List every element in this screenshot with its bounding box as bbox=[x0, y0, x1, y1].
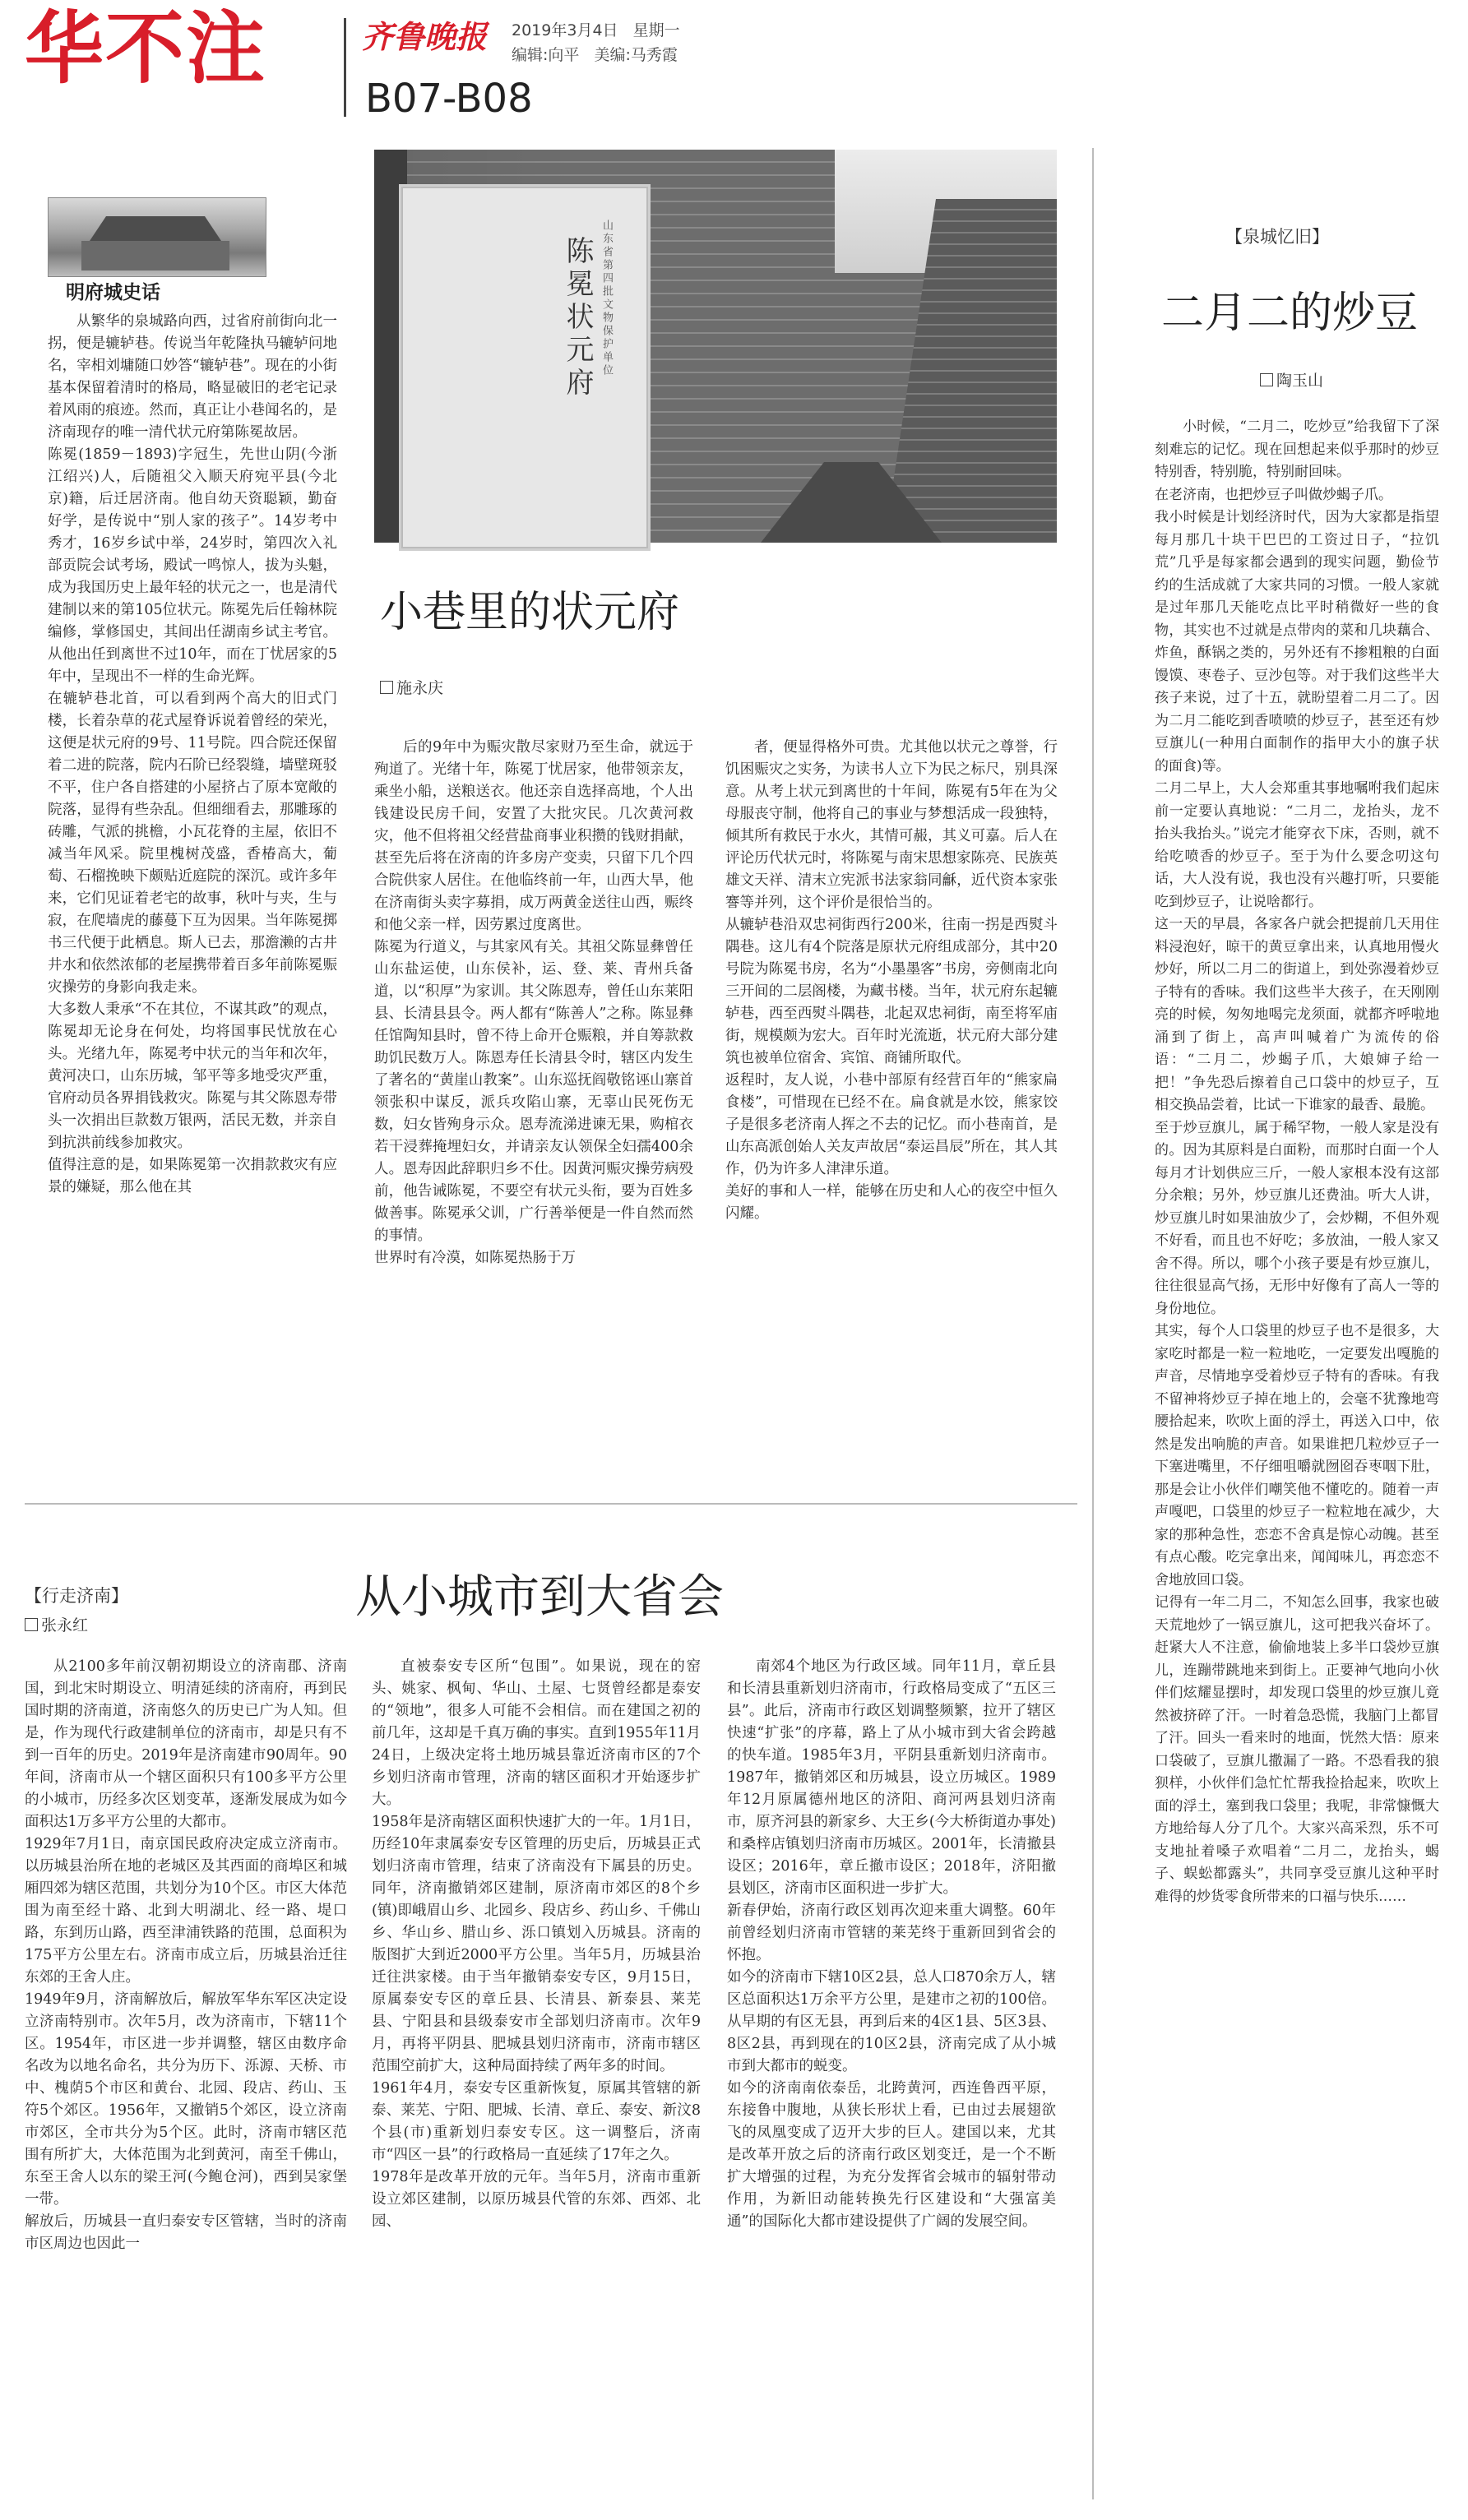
author-shengcheng: 张永红 bbox=[41, 1616, 89, 1635]
column-tag-xingzou: 【行走济南】 bbox=[25, 1586, 128, 1606]
editor-text: 编辑:向平 bbox=[512, 46, 580, 64]
old-house-wall bbox=[81, 241, 229, 270]
author-chaodou: 陶玉山 bbox=[1276, 372, 1324, 390]
page-numbers: B07-B08 bbox=[365, 76, 533, 122]
section-title: 华不注 bbox=[25, 2, 266, 95]
article-title-zhuangyuan: 小巷里的状元府 bbox=[380, 588, 680, 637]
byline-chaodou bbox=[1260, 368, 1323, 391]
byline-shengcheng bbox=[25, 1613, 88, 1635]
byline-box-icon bbox=[380, 681, 393, 694]
shengcheng-col2: 直被泰安专区所“包围”。如果说，现在的窑头、姚家、枫甸、华山、土屋、七贤曾经都是泰安的“领地”，很多人可能不会相信。而在建国之初的前几年，这却是千真万确的事实。直到1955年11月24日，上级决定将土地历城县靠近济南市区的7个乡划归济南市管理，济南的辖区面积才开始逐步扩大。 1958年是济南辖区面积快速扩大的一年。1月1日，历经10年隶属泰安专区管理的历史后，历城县正式划归济南市管理，结束了济南没有下属县的历史。同年，济南撤销郊区建制，原济南市郊区的8个乡(镇)即峨眉山乡、北园乡、段店乡、药山乡、千佛山乡、华山乡、腊山乡、泺口镇划入历城县。济南的版图扩大到近2000平方公里。当年5月，历城县治迁往洪家楼。由于当年撤销泰安专区，9月15日，原属泰安专区的章丘县、长清县、新泰县、莱芜县、宁阳县和县级泰安市全部划归济南市。次年9月，再将平阴县、肥城县划归济南市，济南市辖区范围空前扩大，这种局面持续了两年多的时间。 1961年4月，泰安专区重新恢复，原属其管辖的新泰、莱芜、宁阳、肥城、长清、章丘、泰安、新汶8个县(市)重新划归泰安专区。这一调整后，济南市“四区一县”的行政格局一直延续了17年之久。 1978年是改革开放的元年。当年5月，济南市重新设立郊区建制，以原历城县代管的东郊、西郊、北园、 bbox=[372, 1658, 701, 2230]
divider-horizontal-mid bbox=[25, 1503, 1077, 1505]
article-title-shengcheng: 从小城市到大省会 bbox=[355, 1570, 724, 1624]
plaque-title: 陈冕状元府 bbox=[561, 236, 594, 400]
byline-box-icon bbox=[25, 1618, 38, 1631]
masthead-divider bbox=[344, 18, 346, 117]
old-house-photo bbox=[48, 197, 266, 277]
alley-photo bbox=[374, 150, 1057, 543]
plaque-subtitle: 山东省第四批文物保护单位 bbox=[600, 220, 613, 377]
newspaper-name: 齐鲁晚报 bbox=[362, 18, 488, 55]
stone-plaque bbox=[399, 184, 651, 551]
byline-zhuangyuan bbox=[380, 676, 443, 698]
divider-vertical-right bbox=[1092, 148, 1094, 2499]
chaodou-text: 小时候，“二月二，吃炒豆”给我留下了深刻难忘的记忆。现在回想起来似乎那时的炒豆特别香，特别脆，特别耐回味。 在老济南，也把炒豆子叫做炒蝎子爪。 我小时候是计划经济时代，因为大家都是指望每月那几十块干巴巴的工资过日子，“拉饥荒”几乎是每家都会遇到的现实问题，勤俭节约的生活成就了大家共同的习惯。一般人家就是过年那几天能吃点比平时稍微好一些的食物，其实也不过就是点带肉的菜和几块藕合、炸鱼，酥锅之类的，另外还有不掺粗粮的白面馒馍、枣卷子、豆沙包等。对于我们这些半大孩子来说，过了十五，就盼望着二月二了。因为二月二能吃到香喷喷的炒豆子，甚至还有炒豆旗儿(一种用白面制作的指甲大小的旗子状的面食)等。 二月二早上，大人会郑重其事地嘱咐我们起床前一定要认真地说：“二月二，龙抬头，龙不抬头我抬头。”说完才能穿衣下床，否则，就不给吃喷香的炒豆子。至于为什么要念叨这句话，大人没有说，我也没有兴趣打听，只要能吃到炒豆子，让说啥都行。 这一天的早晨，各家各户就会把提前几天用住料浸泡好，晾干的黄豆拿出来，认真地用慢火炒好，所以二月二的街道上，到处弥漫着炒豆子特有的香味。我们这些半大孩子，在天刚刚亮的时候，匆匆地喝完龙须面，就都齐呼啦地涌到了街上，高声叫喊着广为流传的俗语：“二月二，炒蝎子爪，大娘婶子给一把！”争先恐后擦着自己口袋中的炒豆子，互相交换品尝着，比试一下谁家的最香、最脆。 至于炒豆旗儿，属于稀罕物，一般人家是没有的。因为其原料是白面粉，而那时白面一个人每月才计划供应三斤，一般人家根本没有这部分余粮；另外，炒豆旗儿还费油。听大人讲，炒豆旗儿时如果油放少了，会炒糊，不但外观不好看，而且也不好吃；多放油，一般人家又舍不得。所以，哪个小孩子要是有炒豆旗儿，往往很显高气扬，无形中好像有了高人一等的身份地位。 其实，每个人口袋里的炒豆子也不是很多，大家吃时都是一粒一粒地吃，一定要发出嘎脆的声音，尽情地享受着炒豆子特有的香味。有我不留神将炒豆子掉在地上的，会毫不犹豫地弯腰拾起来，吹吹上面的浮土，再送入口中，依然是发出响脆的声音。如果谁把几粒炒豆子一下塞进嘴里，不仔细咀嚼就囫囵吞枣咽下肚，那是会让小伙伴们嘲笑他不懂吃的。随着一声声嘎吧，口袋里的炒豆子一粒粒地在减少，大家的那种急性，恋恋不舍真是惊心动魄。甚至有点心酸。吃完拿出来，闻闻味儿，再恋恋不舍地放回口袋。 记得有一年二月二，不知怎么回事，我家也破天荒地炒了一锅豆旗儿，这可把我兴奋坏了。赶紧大人不注意，偷偷地装上多半口袋炒豆旗儿，连蹦带跳地来到街上。正要神气地向小伙伴们炫耀显摆时，却发现口袋里的炒豆旗儿竟然被挤碎了汗。一时着急恐慌，我脑门上都冒了汗。回头一看来时的地面，恍然大悟：原来口袋破了，豆旗儿撒漏了一路。不恐看我的狼狈样，小伙伴们急忙忙帮我捡拾起来，吹吹上面的浮土，塞到我口袋里；我呢，非常慷慨大方地给每人分了几个。大家兴高采烈，乐不可支地扯着嗓子欢唱着“二月二，龙抬头，蝎子、蜈蚣都露头”，共同享受豆旗儿这种平时难得的炒货零食所带来的口福与快乐…… bbox=[1155, 418, 1439, 1905]
zhuangyuan-col-mid: 后的9年中为赈灾散尽家财乃至生命，就远于殉道了。光绪十年，陈冕丁忧居家，他带领亲友，乘坐小船，送粮送衣。他还亲自选择高地，个人出钱建设民房千间，安置了大批灾民。几次黄河救灾，他不但将祖父经营盐商事业积攒的钱财捐献，甚至先后将在济南的许多房产变卖，只留下几个四合院供家人居住。在他临终前一年，山西大旱，他在济南街头卖字募捐，成万两黄金送往山西，赈终和他父亲一样，因劳累过度离世。 陈冕为行道义，与其家风有关。其祖父陈显彝曾任山东盐运使，山东侯补，运、登、莱、青州兵备道，以“积厚”为家训。其父陈恩寿，曾任山东莱阳县、长清县县令。两人都有“陈善人”之称。陈显彝任馆陶知县时，曾不待上命开仓赈粮，并自筹款救助饥民数万人。陈恩寿任长清县令时，辖区内发生了著名的“黄崖山教案”。山东巡抚阎敬铭诬山寨首领张积中谋反，派兵攻陷山寨，无辜山民死伤无数，妇女皆殉身示众。恩寿流涕进谏无果，购棺衣若干浸葬掩埋妇女，并请亲友认领保全妇孺400余人。恩寿因此辞职归乡不仕。因黄河赈灾操劳病殁前，他告诫陈冕，不要空有状元头衔，要为百姓多做善事。陈冕承父训，广行善举便是一件自然而然的事情。 世界时有冷漠，如陈冕热肠于万 bbox=[374, 739, 693, 1266]
credits bbox=[512, 43, 678, 65]
shengcheng-col3: 南郊4个地区为行政区域。同年11月，章丘县和长清县重新划归济南市，行政格局变成了“五区三县”。此后，济南市行政区划调整频繁，拉开了辖区快速“扩张”的序幕，路上了从小城市到大省会跨越的快车道。1985年3月，平阴县重新划归济南市。1987年，撤销郊区和历城县，设立历城区。1989年12月原属德州地区的济阳、商河两县划归济南市，原齐河县的新家乡、大王乡(今大桥街道办事处)和桑梓店镇划归济南市历城区。2001年，长清撤县设区；2016年，章丘撤市设区；2018年，济阳撤县划区，济南市区面积进一步扩大。 新春伊始，济南行政区划再次迎来重大调整。60年前曾经划归济南市管辖的莱芜终于重新回到省会的怀抱。 如今的济南市下辖10区2县，总人口870余万人，辖区总面积达1万余平方公里，是建市之初的100倍。从早期的有区无县，再到后来的4区1县、5区3县、8区2县，再到现在的10区2县，济南完成了从小城市到大都市的蜕变。 如今的济南南依泰岳，北跨黄河，西连鲁西平原，东接鲁中腹地，从狭长形状上看，已由过去展翅欲飞的凤凰变成了迈开大步的巨人。建国以来，尤其是改革开放之后的济南行政区划变迁，是一个不断扩大增强的过程，为充分发挥省会城市的辐射带动作用，为新旧动能转换先行区建设和“大强富美通”的国际化大都市建设提供了广阔的发展空间。 bbox=[727, 1658, 1056, 2230]
shengcheng-col1: 从2100多年前汉朝初期设立的济南郡、济南国，到北宋时期设立、明清延续的济南府，再到民国时期的济南道，济南悠久的历史已广为人知。但是，作为现代行政建制单位的济南市，却是只有不到一百年的历史。2019年是济南建市90周年。90年间，济南市从一个辖区面积只有100多平方公里的小城市，历经多次区划变革，逐渐发展成为如今面积达1万多平方公里的大都市。 1929年7月1日，南京国民政府决定成立济南市。以历城县治所在地的老城区及其西面的商埠区和城厢四郊为辖区范围，共划分为10个区。市区大体范围为南至经十路、北到大明湖北、经一路、堤口路，东到历山路，西至津浦铁路的范围，总面积为175平方公里左右。济南市成立后，历城县治迁往东郊的王舍人庄。 1949年9月，济南解放后，解放军华东军区决定设立济南特别市。次年5月，改为济南市，下辖11个区。1954年，市区进一步并调整，辖区由数序命名改为以地名命名，共分为历下、泺源、天桥、市中、槐荫5个市区和黄台、北园、段店、药山、玉符5个郊区。1956年，又撤销5个郊区，设立济南市郊区，全市共分为5个区。此时，济南市辖区范围有所扩大，大体范围为北到黄河，南至千佛山，东至王舍人以东的梁王河(今鲍仓河)，西到吴家堡一带。 解放后，历城县一直归泰安专区管辖，当时的济南市区周边也因此一 bbox=[25, 1658, 347, 2252]
date-text: 2019年3月4日 bbox=[512, 21, 618, 39]
byline-box-icon bbox=[1260, 373, 1273, 386]
column-tag-quancheng: 【泉城忆旧】 bbox=[1225, 227, 1329, 247]
zhuangyuan-col-left: 从繁华的泉城路向西，过省府前街向北一拐，便是辘轳巷。传说当年乾隆执马辘轳问地名，宰相刘墉随口妙答“辘轳巷”。现在的小街基本保留着清时的格局，略显破旧的老宅记录着风雨的痕迹。然而，真正让小巷闻名的，是济南现存的唯一清代状元府第陈冕故居。 陈冕(1859－1893)字冠生，先世山阴(今浙江绍兴)人，后随祖父入顺天府宛平县(今北京)籍，后迁居济南。他自幼天资聪颖，勤奋好学，是传说中“别人家的孩子”。14岁考中秀才，16岁乡试中举，24岁时，第四次入礼部贡院会试考场，殿试一鸣惊人，拔为头魁，成为我国历史上最年轻的状元之一，也是清代建制以来的第105位状元。陈冕先后任翰林院编修，掌修国史，其间出任湖南乡试主考官。从他出任到离世不过10年，而在丁忧居家的5年中，呈现出不一样的生命光辉。 在辘轳巷北首，可以看到两个高大的旧式门楼，长着杂草的花式屋脊诉说着曾经的荣光，这便是状元府的9号、11号院。四合院还保留着二进的院落，院内石阶已经裂缝，墙壁斑驳不平，住户各自搭建的小屋挤占了原本宽敞的院落，显得有些杂乱。但细细看去，那雕琢的砖雕，气派的挑檐，小瓦花脊的主屋，依旧不减当年风采。院里槐树茂盛，香椿高大，葡萄、石榴挽映下颇贴近庭院的深沉。或许多年来，它们见证着老宅的故事，秋叶与夹，生与寂，在爬墙虎的藤蔓下互为因果。当年陈冕掷书三代便于此栖息。斯人已去，那澹濑的古井井水和依然浓郁的老屋携带着百多年前陈冕赈灾操劳的身影向我走来。 大多数人秉承“不在其位，不谋其政”的观点，陈冕却无论身在何处，均将国事民忧放在心头。光绪九年，陈冕考中状元的当年和次年，黄河决口，山东历城，邹平等多地受灾严重，官府动员各界捐钱救灾。陈冕与其父陈恩寿带头一次捐出巨款数万银两，活民无数，并亲自到抗洪前线参加救灾。 值得注意的是，如果陈冕第一次捐款救灾有应景的嫌疑，那么他在其 bbox=[48, 313, 337, 1195]
author-zhuangyuan: 施永庆 bbox=[396, 679, 444, 697]
issue-date bbox=[512, 18, 680, 40]
article-title-chaodou: 二月二的炒豆 bbox=[1161, 289, 1419, 338]
column-tag-mingfu: 明府城史话 bbox=[66, 282, 160, 303]
old-house-roof bbox=[73, 216, 238, 241]
designer-text: 美编:马秀霞 bbox=[594, 46, 678, 64]
weekday-text: 星期一 bbox=[632, 21, 680, 39]
zhuangyuan-col-right: 者，便显得格外可贵。尤其他以状元之尊誉，行饥困赈灾之实务，为读书人立下为民之标尺，别具深意。从考上状元到离世的十年间，陈冕有5年在为父母服丧守制，他将自己的事业与梦想活成一段独特，倾其所有救民于水火，其情可赧，其义可嘉。后人在评论历代状元时，将陈冕与南宋思想家陈亮、民族英雄文天祥、清末立宪派书法家翁同龢，近代资本家张謇等并列，这个评价是很恰当的。 从辘轳巷沿双忠祠街西行200米，往南一拐是西熨斗隅巷。这儿有4个院落是原状元府组成部分，其中20号院为陈冕书房，名为“小墨墨客”书房，旁侧南北向三开间的二层阁楼，为藏书楼。当年，状元府东起辘轳巷，西至西熨斗隅巷，北起双忠祠街，南至将军庙街，规模颇为宏大。百年时光流逝，状元府大部分建筑也被单位宿舍、宾馆、商铺所取代。 返程时，友人说，小巷中部原有经营百年的“熊家扁食楼”，可惜现在已经不在。扁食就是水饺，熊家饺子是很多老济南人挥之不去的记忆。而小巷南首，是山东高派创始人关友声故居“泰运昌辰”所在，其人其作，仍为许多人津津乐道。 美好的事和人一样，能够在历史和人心的夜空中恒久闪耀。 bbox=[725, 739, 1058, 1222]
